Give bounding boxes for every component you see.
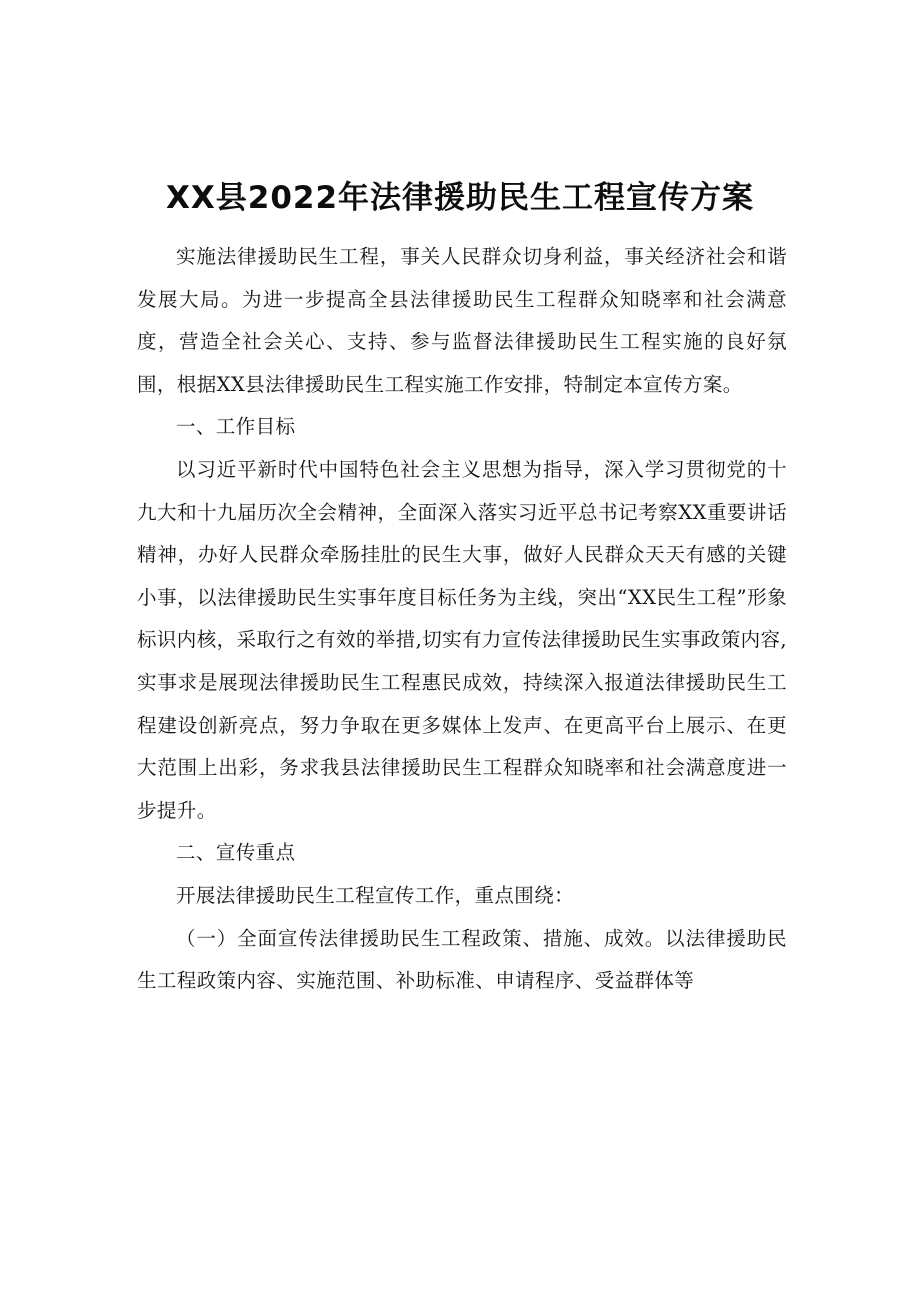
focus-item-1-paragraph: （一）全面宣传法律援助民生工程政策、措施、成效。以法律援助民生工程政策内容、实施范围、补助标准、申请程序、受益群体等: [137, 926, 787, 993]
intro-paragraph: 实施法律援助民生工程，事关人民群众切身利益，事关经济社会和谐发展大局。为进一步提高全县法律援助民生工程群众知晓率和社会满意度，营造全社会关心、支持、参与监督法律援助民生工程实施的良好氛围，根据XX县法律援助民生工程实施工作安排，特制定本宣传方案。: [137, 245, 787, 396]
section-heading-focus: 二、宣传重点: [176, 841, 296, 865]
document-title: XX县2022年法律援助民生工程宣传方案: [165, 180, 755, 216]
section-heading-goals: 一、工作目标: [176, 415, 296, 439]
focus-lead-paragraph: 开展法律援助民生工程宣传工作，重点围绕：: [176, 883, 575, 907]
goals-paragraph: 以习近平新时代中国特色社会主义思想为指导，深入学习贯彻党的十九大和十九届历次全会精神，全面深入落实习近平总书记考察XX重要讲话精神，办好人民群众牵肠挂肚的民生大事，做好人民群众天天有感的关键小事，以法律援助民生实事年度目标任务为主线，突出“XX民生工程”形象标识内核，采取行之有效的举措,切实有力宣传法律援助民生实事政策内容,实事求是展现法律援助民生工程惠民成效，持续深入报道法律援助民生工程建设创新亮点，努力争取在更多媒体上发声、在更高平台上展示、在更大范围上出彩，务求我县法律援助民生工程群众知晓率和社会满意度进一步提升。: [137, 457, 787, 822]
document-body: [137, 236, 787, 1003]
